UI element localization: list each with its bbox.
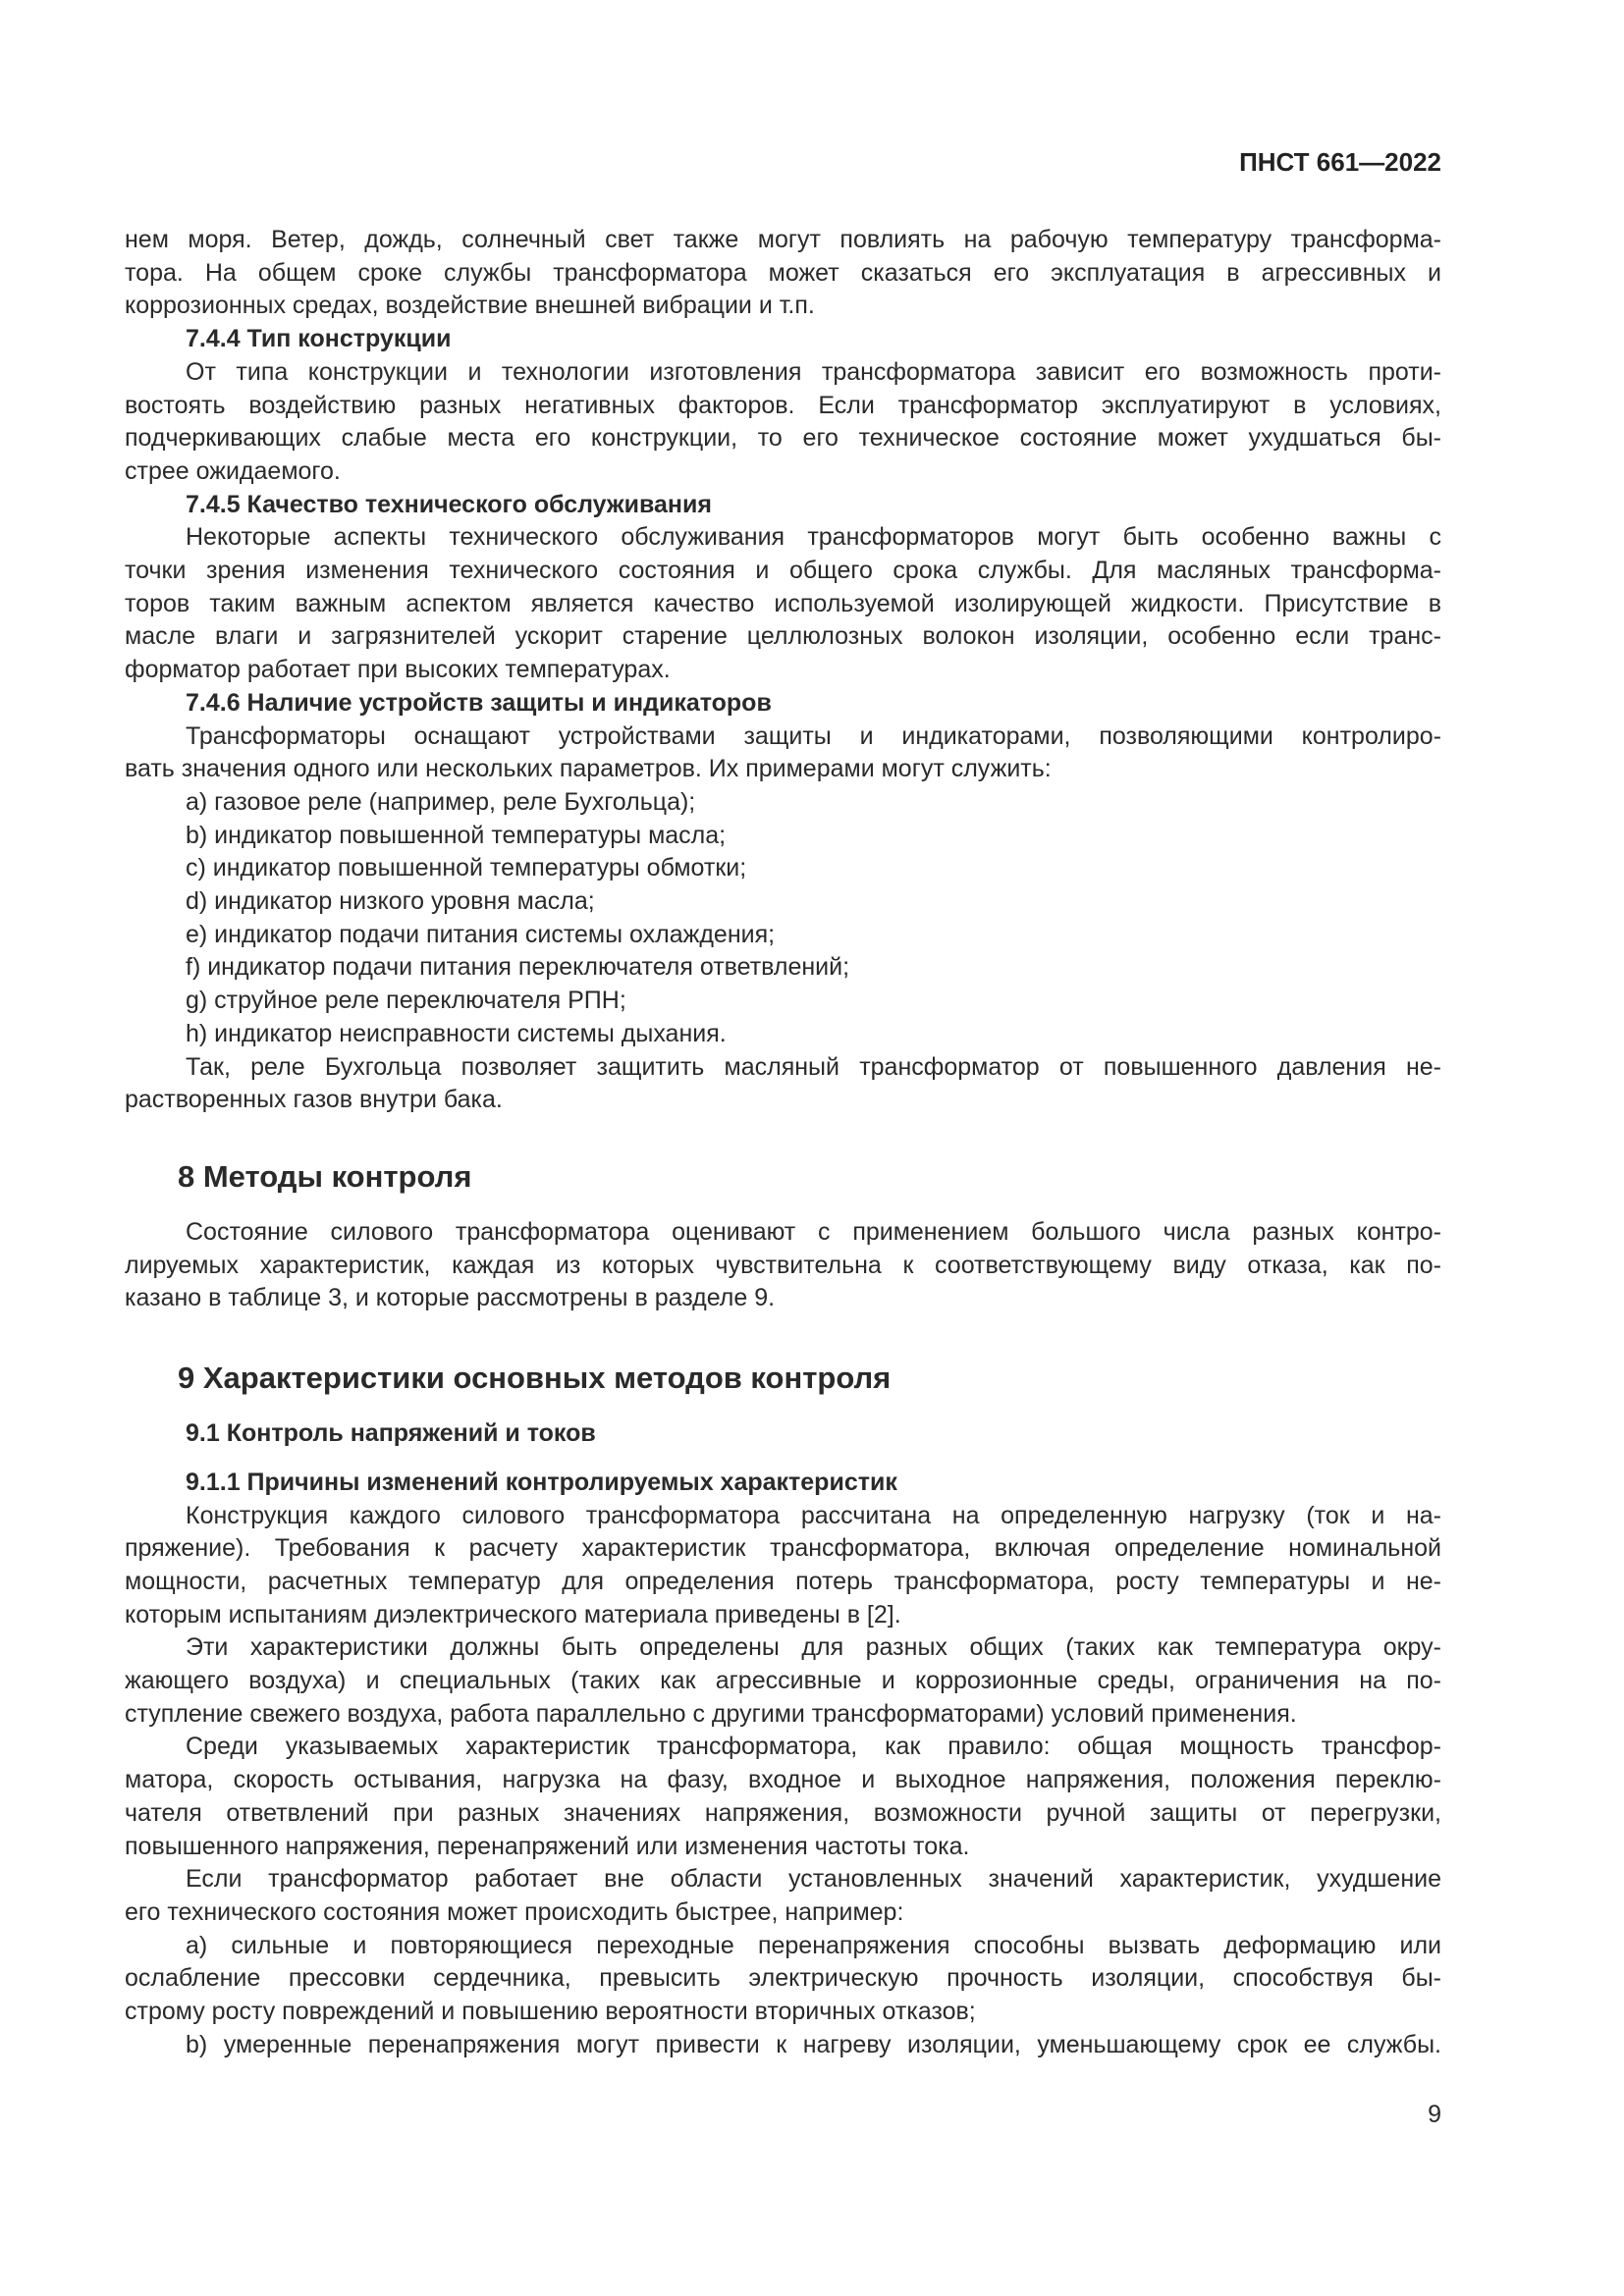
- list-item: h) индикатор неисправности системы дыхания.: [186, 1019, 727, 1047]
- text-line: торов таким важным аспектом является качество используемой изолирующей жидкости. Присутствие в: [125, 589, 1441, 617]
- text-line: Конструкция каждого силового трансформатора рассчитана на определенную нагрузку (ток и на-: [186, 1501, 1441, 1529]
- text-line: вать значения одного или нескольких параметров. Их примерами могут служить:: [125, 755, 1052, 783]
- paragraph: [125, 1500, 1441, 1632]
- text-line: Трансформаторы оснащают устройствами защиты и индикаторами, позволяющими контролиро-: [186, 721, 1441, 750]
- section-heading: 9 Характеристики основных методов контроля: [178, 1361, 892, 1396]
- list-item: e) индикатор подачи питания системы охлаждения;: [186, 920, 776, 948]
- text-line: жающего воздуха) и специальных (таких как агрессивные и коррозионные среды, ограничения на по-: [125, 1667, 1441, 1695]
- text-line: мощности, расчетных температур для определения потерь трансформатора, росту температуры и не-: [125, 1567, 1441, 1595]
- paragraph: [125, 356, 1441, 489]
- text-line: масле влаги и загрязнителей ускорит старение целлюлозных волокон изоляции, особенно если транс-: [125, 622, 1441, 651]
- text-line: строму росту повреждений и повышению вероятности вторичных отказов;: [125, 1998, 976, 2026]
- paragraph: [125, 1051, 1441, 1117]
- text-line: форматор работает при высоких температурах.: [125, 656, 671, 684]
- section-heading: 8 Методы контроля: [178, 1158, 472, 1194]
- text-line: коррозионных средах, воздействие внешней вибрации и т.п.: [125, 292, 815, 320]
- text-line: подчеркивающих слабые места его конструкции, то его техническое состояние может ухудшаться бы-: [125, 424, 1441, 453]
- text-line: которым испытаниям диэлектрического материала приведены в [2].: [125, 1600, 901, 1629]
- text-line: a) сильные и повторяющиеся переходные перенапряжения способны вызвать деформацию или: [186, 1931, 1441, 1959]
- list-item: g) струйное реле переключателя РПН;: [186, 987, 626, 1015]
- text-line: его технического состояния может происходить быстрее, например:: [125, 1897, 904, 1926]
- text-line: Так, реле Бухгольца позволяет защитить масляный трансформатор от повышенного давления не-: [186, 1052, 1441, 1081]
- document-body: [125, 224, 1441, 2061]
- subsection-heading: 7.4.5 Качество технического обслуживания: [186, 490, 712, 518]
- paragraph: [125, 1216, 1441, 1315]
- text-line: b) умеренные перенапряжения могут привести к нагреву изоляции, уменьшающему срок ее службы.: [186, 2030, 1441, 2058]
- text-line: нем моря. Ветер, дождь, солнечный свет также могут повлиять на рабочую температуру трансформа-: [125, 226, 1441, 253]
- list-item: a) газовое реле (например, реле Бухгольца);: [186, 787, 696, 816]
- paragraph: [125, 224, 1441, 323]
- text-line: лируемых характеристик, каждая из которых чувствительна к соответствующему виду отказа, как по-: [125, 1251, 1441, 1279]
- text-line: пряжение). Требования к расчету характеристик трансформатора, включая определение номинальной: [125, 1534, 1441, 1563]
- document-code-header: ПНСТ 661—2022: [1239, 147, 1441, 177]
- text-line: Эти характеристики должны быть определены для разных общих (таких как температура окру-: [186, 1633, 1441, 1662]
- text-line: казано в таблице 3, и которые рассмотрены в разделе 9.: [125, 1284, 776, 1312]
- subsection-heading: 9.1 Контроль напряжений и токов: [186, 1419, 596, 1448]
- paragraph: [125, 1631, 1441, 1731]
- text-line: чателя ответвлений при разных значениях напряжения, возможности ручной защиты от перегрузки,: [125, 1798, 1441, 1827]
- text-line: Состояние силового трансформатора оценивают с применением большого числа разных контро-: [186, 1217, 1441, 1246]
- paragraph: [125, 1731, 1441, 1863]
- text-line: Если трансформатор работает вне области установленных значений характеристик, ухудшение: [186, 1865, 1441, 1894]
- text-line: востоять воздействию разных негативных факторов. Если трансформатор эксплуатируют в условиях,: [125, 391, 1441, 419]
- subsection-heading: 9.1.1 Причины изменений контролируемых характеристик: [186, 1468, 897, 1496]
- paragraph: [125, 1930, 1441, 2029]
- paragraph: [125, 721, 1441, 786]
- list-item: c) индикатор повышенной температуры обмотки;: [186, 854, 747, 882]
- text-line: От типа конструкции и технологии изготовления трансформатора зависит его возможность проти-: [186, 357, 1441, 386]
- text-line: ступление свежего воздуха, работа параллельно с другими трансформаторами) условий применения.: [125, 1699, 1297, 1728]
- paragraph: [125, 521, 1441, 687]
- text-line: тора. На общем сроке службы трансформатора может сказаться его эксплуатация в агрессивных и: [125, 258, 1441, 287]
- list-item: d) индикатор низкого уровня масла;: [186, 887, 595, 916]
- text-line: растворенных газов внутри бака.: [125, 1086, 503, 1114]
- subsection-heading: 7.4.4 Тип конструкции: [186, 325, 452, 353]
- text-line: повышенного напряжения, перенапряжений или изменения частоты тока.: [125, 1832, 970, 1860]
- text-line: стрее ожидаемого.: [125, 456, 341, 485]
- page-number: 9: [1428, 2101, 1441, 2128]
- paragraph: [125, 1863, 1441, 1929]
- list-item: b) индикатор повышенной температуры масла;: [186, 821, 727, 849]
- text-line: Некоторые аспекты технического обслуживания трансформаторов могут быть особенно важны с: [186, 523, 1441, 552]
- subsection-heading: 7.4.6 Наличие устройств защиты и индикаторов: [186, 688, 772, 717]
- text-line: матора, скорость остывания, нагрузка на фазу, входное и выходное напряжения, положения переклю-: [125, 1766, 1441, 1794]
- text-line: точки зрения изменения технического состояния и общего срока службы. Для масляных трансформа-: [125, 557, 1441, 585]
- text-line: ослабление прессовки сердечника, превысить электрическую прочность изоляции, способствуя бы-: [125, 1964, 1441, 1993]
- list-item: f) индикатор подачи питания переключателя ответвлений;: [186, 953, 850, 982]
- text-line: Среди указываемых характеристик трансформатора, как правило: общая мощность трансфор-: [186, 1733, 1441, 1761]
- paragraph: [125, 2029, 1441, 2062]
